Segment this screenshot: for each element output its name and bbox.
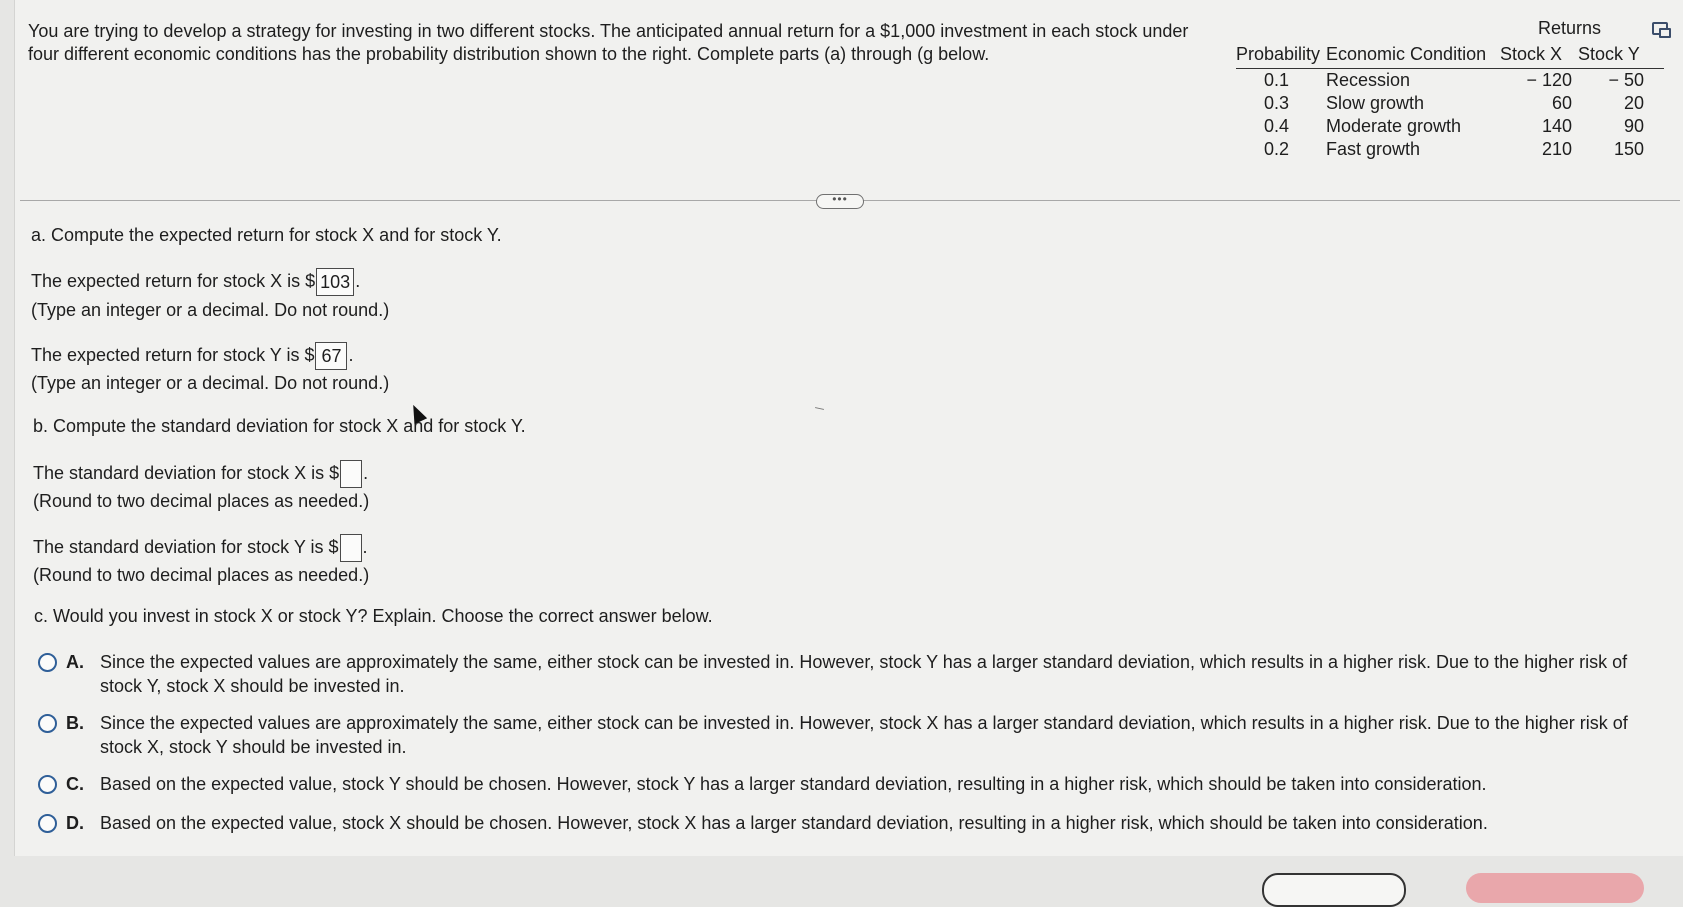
cell-condition: Slow growth [1326,93,1425,113]
expected-x-label: The expected return for stock X is $ [31,270,316,291]
stdev-y-input[interactable] [340,534,362,562]
expected-x-input[interactable]: 103 [316,268,354,296]
stdev-x-hint: (Round to two decimal places as needed.) [33,491,370,511]
returns-group-header: Returns [1538,18,1602,38]
col-stock-y: Stock Y [1578,44,1640,64]
expected-x-hint: (Type an integer or a decimal. Do not round.) [31,300,390,320]
choice-letter: C. [66,774,84,794]
cell-stock-y: 90 [1623,116,1644,136]
cell-stock-y: 150 [1613,139,1644,159]
choice-text: Since the expected values are approximately the same, either stock can be invested in. However, stock X has a larger standard deviation, which results in a higher risk. Due to the higher risk of stock X, stock Y should be invested in. [100,713,1628,757]
stdev-y-label: The standard deviation for stock Y is $ [33,536,339,557]
radio-button[interactable] [38,775,57,794]
expand-icon[interactable] [1652,22,1668,35]
choice-letter: D. [66,813,84,833]
choice-letter: A. [66,652,84,672]
cell-condition: Fast growth [1326,139,1421,159]
table-row [1236,93,1664,116]
more-options-button[interactable]: ••• [816,194,864,209]
part-c-prompt: c. Would you invest in stock X or stock Y? Explain. Choose the correct answer below. [34,606,713,626]
part-b-y-line: The standard deviation for stock Y is $ . [33,534,368,562]
part-b-prompt: b. Compute the standard deviation for stock X and for stock Y. [33,416,526,436]
cell-probability: 0.1 [1264,70,1290,90]
cell-stock-x: 60 [1551,93,1572,113]
choice-text: Based on the expected value, stock X should be chosen. However, stock X has a larger standard deviation, resulting in a higher risk, which should be taken into consideration. [100,813,1488,833]
part-a-y-line: The expected return for stock Y is $ 67 . [31,342,354,370]
cell-condition: Recession [1326,70,1411,90]
problem-intro: You are trying to develop a strategy for investing in two different stocks. The anticipated annual return for a $1,000 investment in each stock under four different economic conditions has the probability distribution shown to the right. Complete parts (a) through (g below. [28,21,1189,64]
cell-probability: 0.3 [1264,93,1290,113]
cell-probability: 0.4 [1264,116,1290,136]
primary-action-button[interactable] [1466,873,1644,903]
cell-stock-x: 140 [1541,116,1572,136]
cell-stock-y: 20 [1623,93,1644,113]
choice-text: Since the expected values are approximately the same, either stock can be invested in. However, stock Y has a larger standard deviation, which results in a higher risk. Due to the higher risk of stock Y, stock X should be invested in. [100,652,1628,696]
stdev-y-hint: (Round to two decimal places as needed.) [33,565,370,585]
choice-letter: B. [66,713,84,733]
cell-stock-y: − 50 [1608,70,1644,90]
table-row [1236,70,1664,93]
table-row [1236,116,1664,139]
part-b-x-line: The standard deviation for stock X is $ . [33,460,368,488]
cell-probability: 0.2 [1264,139,1290,159]
table-header-row [1236,44,1664,69]
col-probability: Probability [1236,44,1321,64]
part-a-x-line: The expected return for stock X is $ 103 . [31,268,360,296]
stdev-x-input[interactable] [340,460,362,488]
radio-button[interactable] [38,714,57,733]
table-row [1236,139,1664,162]
secondary-action-button[interactable] [1262,873,1406,907]
cell-stock-x: − 120 [1526,70,1572,90]
cell-condition: Moderate growth [1326,116,1462,136]
part-a-prompt: a. Compute the expected return for stock X and for stock Y. [31,225,502,245]
radio-button[interactable] [38,814,57,833]
expected-y-label: The expected return for stock Y is $ [31,344,315,365]
expected-y-hint: (Type an integer or a decimal. Do not round.) [31,373,390,393]
cell-stock-x: 210 [1541,139,1572,159]
expected-y-input[interactable]: 67 [315,342,347,370]
radio-button[interactable] [38,653,57,672]
choice-text: Based on the expected value, stock Y should be chosen. However, stock Y has a larger standard deviation, resulting in a higher risk, which should be taken into consideration. [100,774,1487,794]
col-stock-x: Stock X [1500,44,1563,64]
col-condition: Economic Condition [1326,44,1487,64]
stdev-x-label: The standard deviation for stock X is $ [33,462,340,483]
